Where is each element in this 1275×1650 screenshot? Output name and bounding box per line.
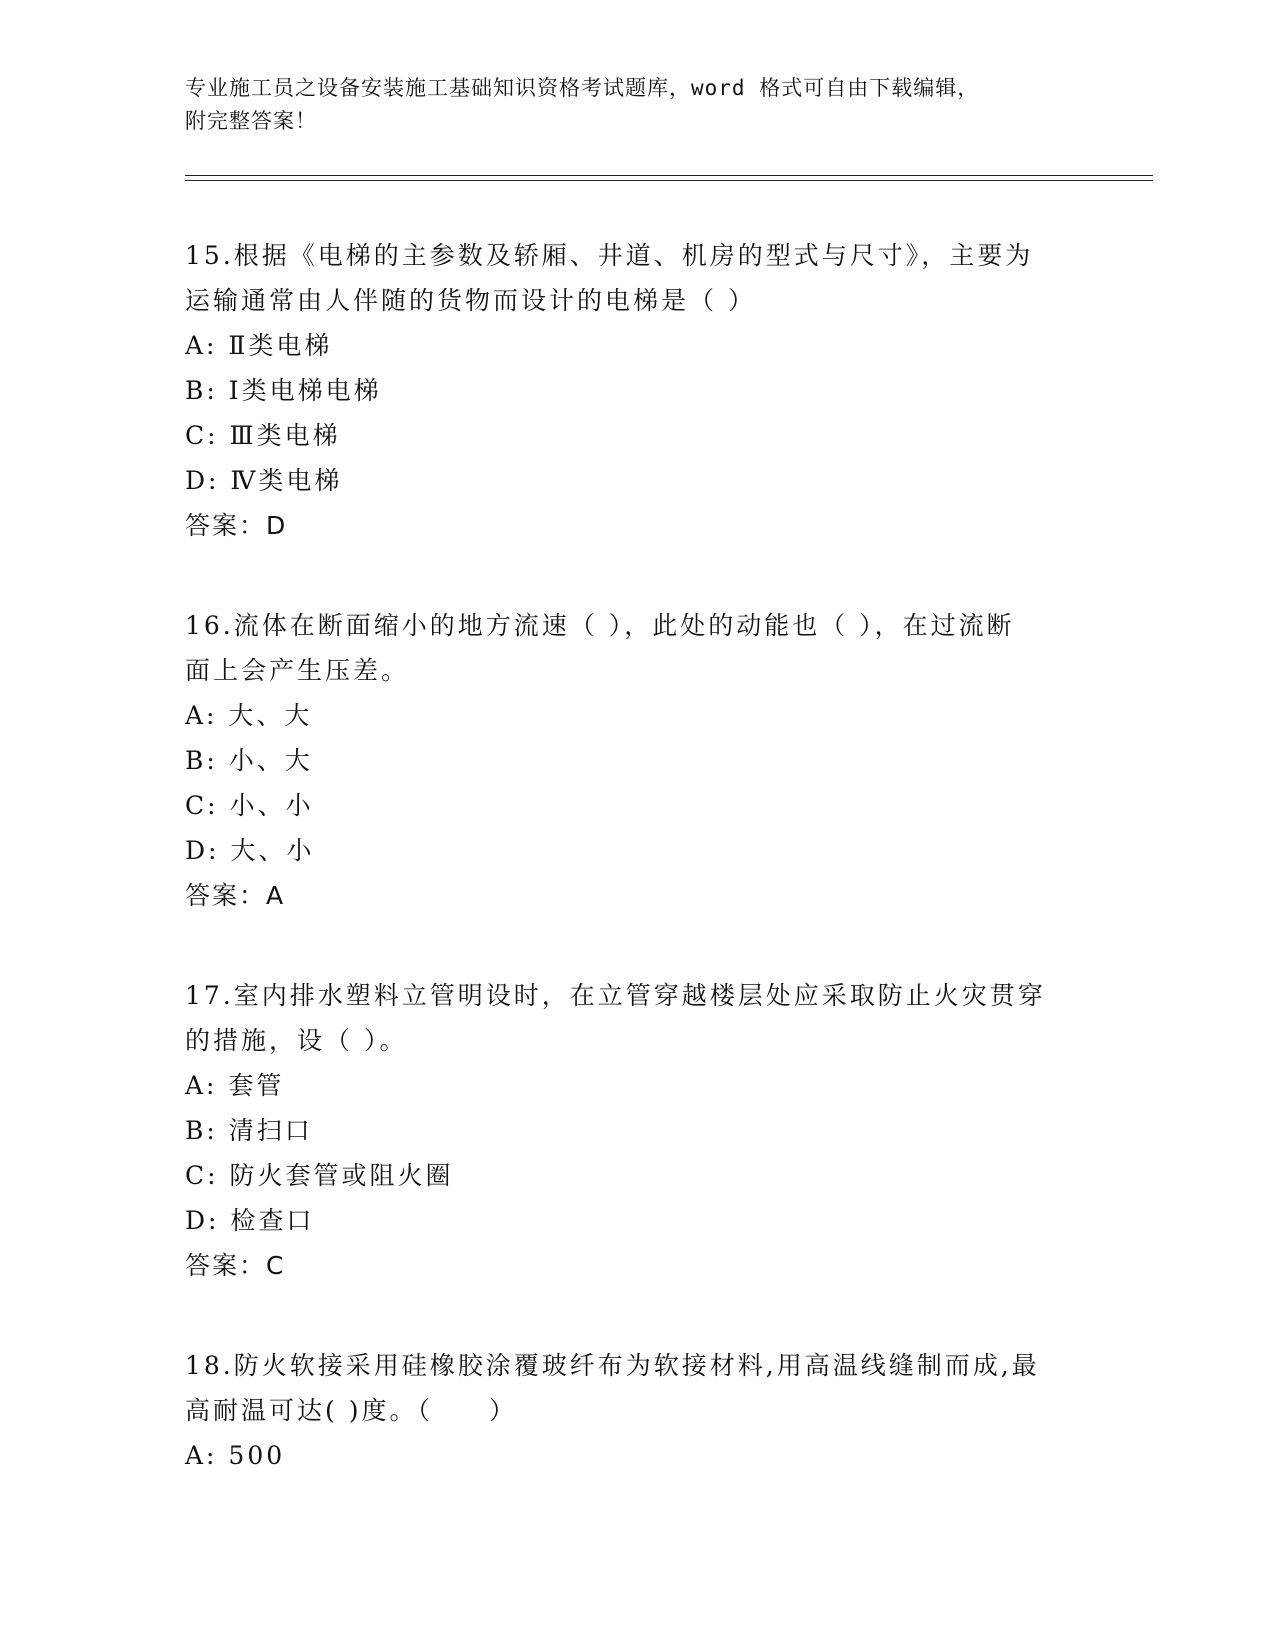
answer-label: 答案：D: [185, 511, 288, 540]
option-c: C: 小、小: [185, 791, 314, 820]
header-divider-top: [185, 175, 1153, 176]
option-c: C: 防火套管或阻火圈: [185, 1161, 454, 1190]
question-16: [185, 603, 1085, 918]
question-stem-line-2: 高耐温可达( )度。（ ）: [185, 1396, 517, 1425]
question-stem-line-1: 15.根据《电梯的主参数及轿厢、井道、机房的型式与尺寸》，主要为: [185, 241, 1034, 270]
question-stem-line-1: 18.防火软接采用硅橡胶涂覆玻纤布为软接材料,用高温线缝制而成,最: [185, 1351, 1040, 1380]
option-d: D: Ⅳ类电梯: [185, 466, 343, 495]
answer-label: 答案：C: [185, 1251, 286, 1280]
option-b: B: 清扫口: [185, 1116, 313, 1145]
header-line-1: 专业施工员之设备安装施工基础知识资格考试题库，word 格式可自由下载编辑，: [185, 76, 980, 100]
option-c: C: Ⅲ类电梯: [185, 421, 341, 450]
option-a: A: 500: [185, 1441, 286, 1470]
option-b: B: Ⅰ类电梯电梯: [185, 376, 382, 405]
answer-label: 答案：A: [185, 881, 286, 910]
question-stem-line-1: 17.室内排水塑料立管明设时，在立管穿越楼层处应采取防止火灾贯穿: [185, 981, 1046, 1010]
question-list: [185, 233, 1085, 1533]
option-b: B: 小、大: [185, 746, 313, 775]
question-18: [185, 1343, 1085, 1478]
header-divider-bottom: [185, 180, 1153, 181]
option-d: D: 大、小: [185, 836, 315, 865]
question-stem-line-1: 16.流体在断面缩小的地方流速（ ），此处的动能也（ ），在过流断: [185, 611, 1015, 640]
option-d: D: 检查口: [185, 1206, 315, 1235]
question-15: [185, 233, 1085, 548]
header-line-2: 附完整答案！: [185, 109, 317, 133]
question-17: [185, 973, 1085, 1288]
question-stem-line-2: 面上会产生压差。: [185, 656, 410, 685]
option-a: A: 大、大: [185, 701, 313, 730]
question-stem-line-2: 运输通常由人伴随的货物而设计的电梯是（ ）: [185, 286, 756, 315]
question-stem-line-2: 的措施，设（ ）。: [185, 1026, 408, 1055]
option-a: A: Ⅱ类电梯: [185, 331, 333, 360]
option-a: A: 套管: [185, 1071, 285, 1100]
document-header: [185, 72, 1085, 138]
